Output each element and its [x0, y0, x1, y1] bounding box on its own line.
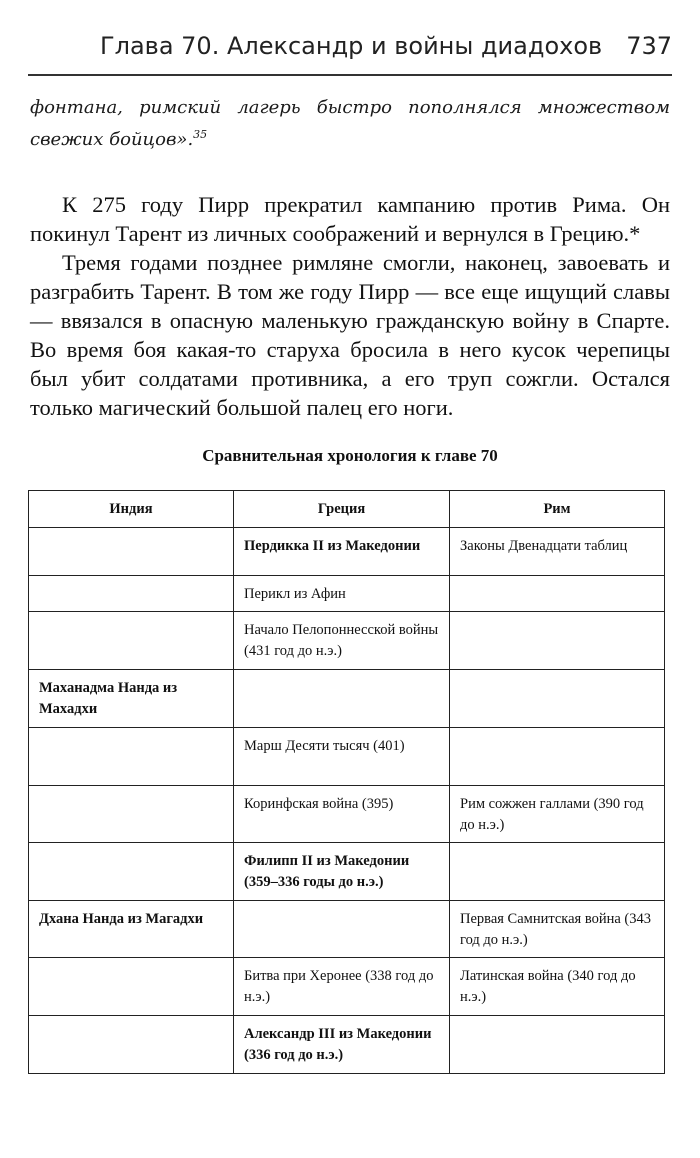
page-number: 737 [626, 32, 672, 60]
cell-india [29, 843, 234, 901]
table-row [29, 958, 665, 1016]
column-header-india: Индия [29, 491, 234, 528]
chronology-table [28, 490, 665, 1074]
header-rule [28, 74, 672, 76]
cell-greece [234, 670, 450, 728]
cell-india [29, 612, 234, 670]
chapter-title: Глава 70. Александр и войны диадохов [100, 32, 603, 60]
cell-rome [450, 728, 665, 786]
column-header-greece: Греция [234, 491, 450, 528]
table-row [29, 1016, 665, 1074]
cell-greece: Перикл из Афин [234, 576, 450, 612]
footnote-marker: 35 [193, 128, 208, 141]
table-row [29, 843, 665, 901]
cell-greece: Александр III из Македонии (336 год до н.э.) [234, 1016, 450, 1074]
quote-block [30, 94, 670, 153]
cell-rome: Первая Самнитская война (343 год до н.э.) [450, 901, 665, 958]
cell-rome [450, 1016, 665, 1074]
cell-greece: Начало Пелопоннесской войны (431 год до н.э.) [234, 612, 450, 670]
table-row [29, 786, 665, 843]
cell-india: Дхана Нанда из Магадхи [29, 901, 234, 958]
cell-india [29, 958, 234, 1016]
body-text [30, 190, 670, 422]
cell-greece: Битва при Херонее (338 год до н.э.) [234, 958, 450, 1016]
cell-india [29, 528, 234, 576]
cell-greece: Коринфская война (395) [234, 786, 450, 843]
cell-rome [450, 670, 665, 728]
cell-india [29, 1016, 234, 1074]
paragraph: Тремя годами позднее римляне смогли, наконец, завоевать и разграбить Тарент. В том же году Пирр — все еще ищущий славы — ввязался в опасную маленькую гражданскую войну в Спарте. Во время боя какая-то старуха бросила в него кусок черепицы был убит солдатами противника, а его труп сожгли. Остался только магический большой палец его ноги. [30, 250, 670, 420]
quote-text: фонтана, римский лагерь быстро пополнялся множеством свежих бойцов». [30, 97, 670, 150]
table-row [29, 612, 665, 670]
page-header [28, 30, 672, 74]
cell-india [29, 576, 234, 612]
cell-rome: Латинская война (340 год до н.э.) [450, 958, 665, 1016]
cell-greece: Филипп II из Македонии (359–336 годы до н.э.) [234, 843, 450, 901]
table-body [29, 528, 665, 1074]
cell-india: Маханадма Нанда из Махадхи [29, 670, 234, 728]
cell-rome [450, 576, 665, 612]
table-row [29, 901, 665, 958]
cell-rome: Рим сожжен галлами (390 год до н.э.) [450, 786, 665, 843]
cell-rome [450, 612, 665, 670]
cell-india [29, 786, 234, 843]
cell-greece: Марш Десяти тысяч (401) [234, 728, 450, 786]
table-row [29, 670, 665, 728]
cell-greece [234, 901, 450, 958]
cell-rome: Законы Двенадцати таблиц [450, 528, 665, 576]
table-title: Сравнительная хронология к главе 70 [202, 446, 498, 465]
table-header-row [29, 491, 665, 528]
column-header-rome: Рим [450, 491, 665, 528]
table-row [29, 576, 665, 612]
table-row [29, 728, 665, 786]
cell-india [29, 728, 234, 786]
paragraph: К 275 году Пирр прекратил кампанию против Рима. Он покинул Тарент из личных соображений и вернулся в Грецию.* [30, 192, 670, 246]
cell-rome [450, 843, 665, 901]
cell-greece: Пердикка II из Македонии [234, 528, 450, 576]
table-row [29, 528, 665, 576]
